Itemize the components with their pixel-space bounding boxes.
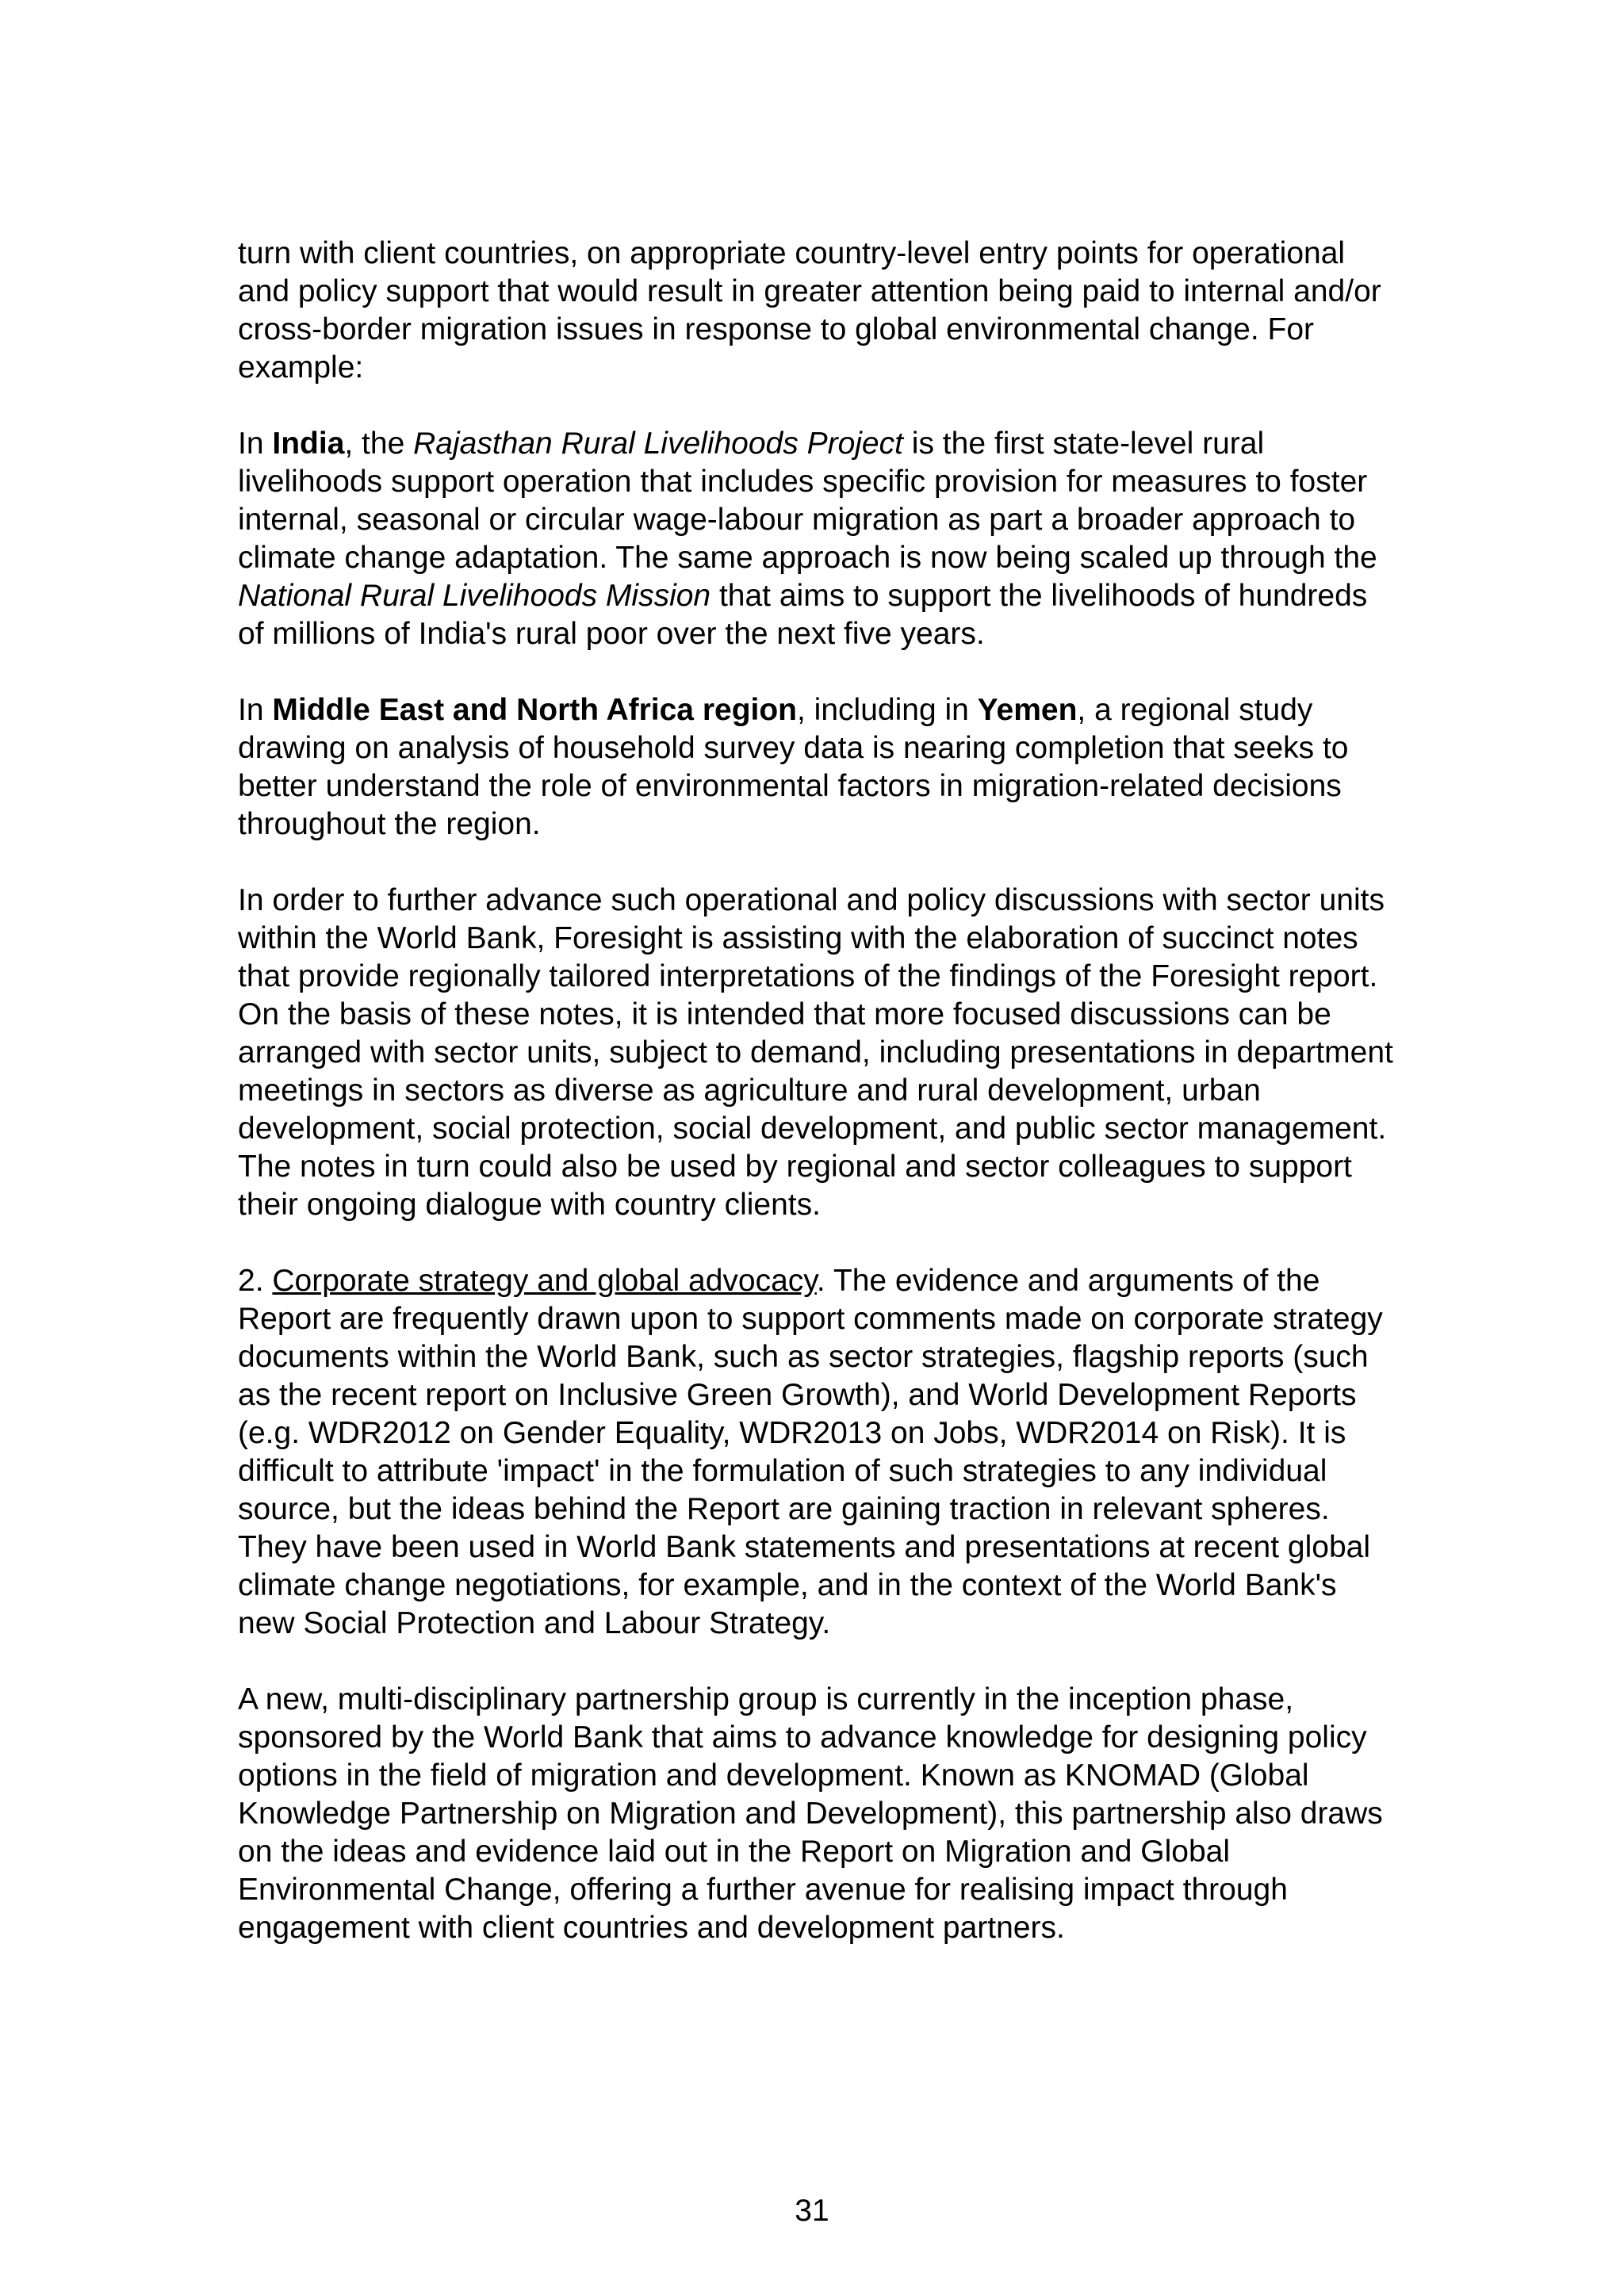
paragraph-corporate-strategy	[238, 1262, 1396, 1643]
text-run: 2.	[238, 1264, 273, 1298]
country-name-yemen: Yemen	[977, 693, 1078, 727]
project-name-rajasthan: Rajasthan Rural Livelihoods Project	[413, 427, 903, 461]
text-run: In	[238, 693, 273, 727]
mission-name-national: National Rural Livelihoods Mission	[238, 579, 711, 613]
paragraph-india	[238, 425, 1396, 653]
text-run: In	[238, 427, 273, 461]
region-name-mena: Middle East and North Africa region	[272, 693, 798, 727]
text-run: , including in	[797, 693, 978, 727]
text-run: that aims to support the livelihoods of hundreds of millions of India's rural poor over the next five years.	[238, 579, 1368, 651]
paragraph-foresight-notes: In order to further advance such operational and policy discussions with sector units within the World Bank, Foresight is assisting with the elaboration of succinct notes that provide regionally tailored interpretations of the findings of the Foresight report. On the basis of these notes, it is intended that more focused discussions can be arranged with sector units, subject to demand, including presentations in department meetings in sectors as diverse as agriculture and rural development, urban development, social protection, social development, and public sector management. The notes in turn could also be used by regional and sector colleagues to support their ongoing dialogue with country clients.	[238, 883, 1393, 1222]
text-run: . The evidence and arguments of the Report are frequently drawn upon to support comments made on corporate strategy documents within the World Bank, such as sector strategies, flagship reports (such as the recent report on Inclusive Green Growth), and World Development Reports (e.g. WDR2012 on Gender Equality, WDR2013 on Jobs, WDR2014 on Risk). It is difficult to attribute 'impact' in the formulation of such strategies to any individual source, but the ideas behind the Report are gaining traction in relevant spheres. They have been used in World Bank statements and presentations at recent global climate change negotiations, for example, and in the context of the World Bank's new Social Protection and Labour Strategy.	[238, 1264, 1383, 1640]
paragraph-knomad: A new, multi-disciplinary partnership group is currently in the inception phase, sponsored by the World Bank that aims to advance knowledge for designing policy options in the field of migration and development. Known as KNOMAD (Global Knowledge Partnership on Migration and Development), this partnership also draws on the ideas and evidence laid out in the Report on Migration and Global Environmental Change, offering a further avenue for realising impact through engagement with client countries and development partners.	[238, 1682, 1383, 1945]
page-body	[238, 235, 1396, 1947]
paragraph-client-countries: turn with client countries, on appropriate country-level entry points for operational and policy support that would result in greater attention being paid to internal and/or cross-border migration issues in response to global environmental change. For example:	[238, 236, 1381, 385]
paragraph-mena	[238, 691, 1396, 844]
text-run: , a regional study drawing on analysis of household survey data is nearing completion that seeks to better understand the role of environmental factors in migration-related decisions throughout the region.	[238, 693, 1349, 841]
text-run: is the first state-level rural livelihoods support operation that includes specific provision for measures to foster internal, seasonal or circular wage-labour migration as part a broader approach to climate change adaptation. The same approach is now being scaled up through the	[238, 427, 1377, 575]
country-name-india: India	[272, 427, 345, 461]
page-number: 31	[795, 2194, 829, 2228]
section-heading-corporate-strategy: Corporate strategy and global advocacy	[272, 1264, 817, 1298]
text-run: , the	[344, 427, 414, 461]
